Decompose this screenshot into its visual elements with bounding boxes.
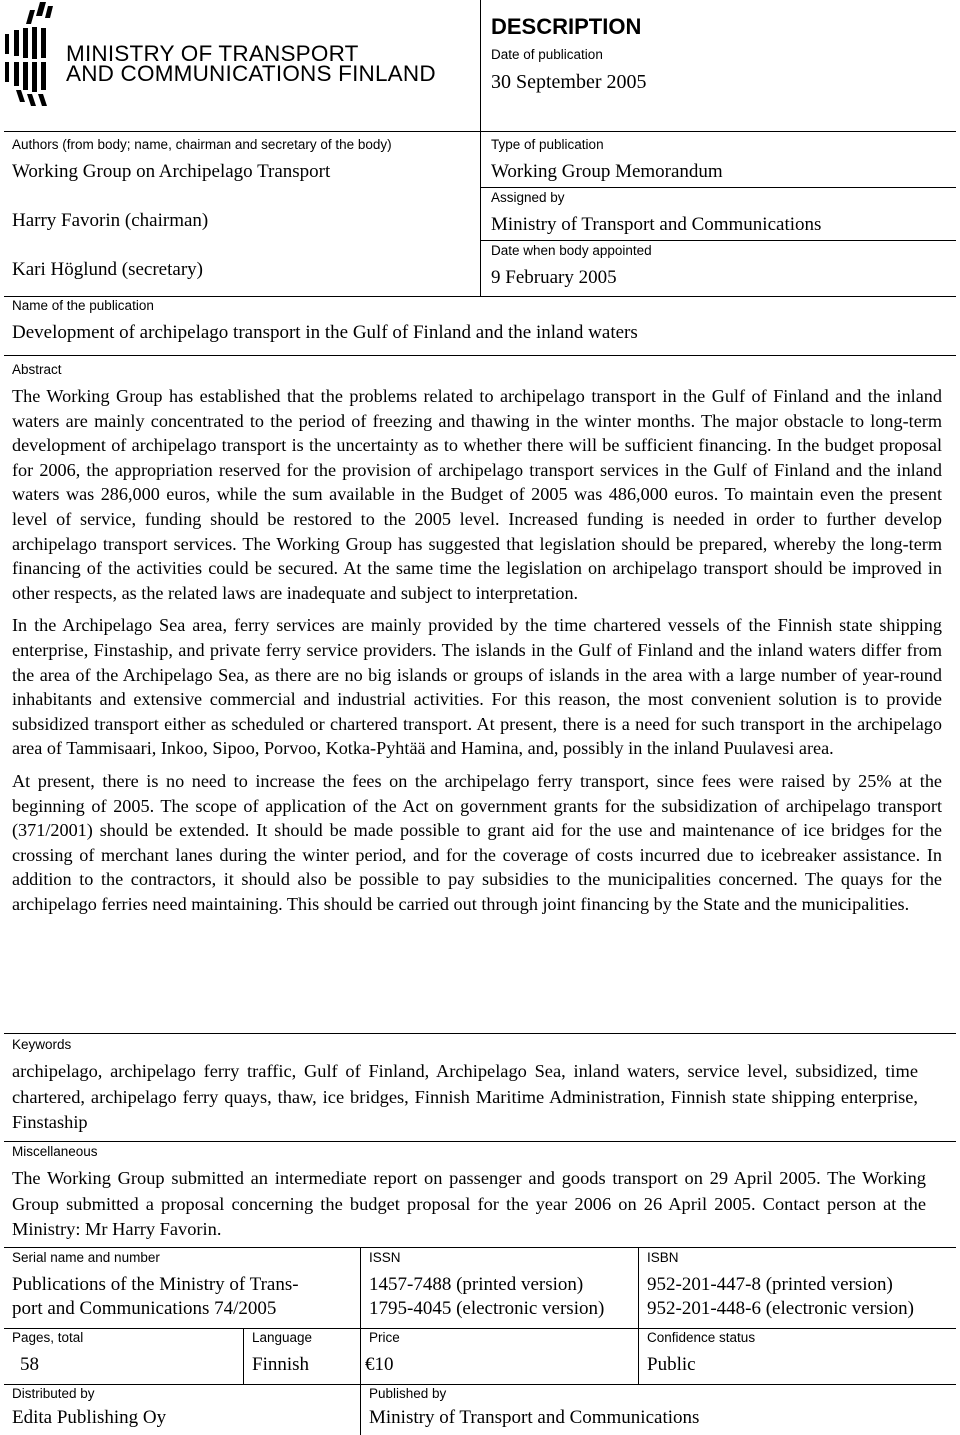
divider-issn-vertical (360, 1247, 361, 1435)
price-value: €10 (365, 1354, 394, 1375)
divider-language-vertical (243, 1328, 244, 1384)
isbn-label: ISBN (647, 1250, 679, 1265)
confidence-value: Public (647, 1354, 696, 1375)
price-label: Price (369, 1330, 400, 1345)
issn-printed: 1457-7488 (printed version) (369, 1274, 584, 1295)
abstract-paragraph: In the Archipelago Sea area, ferry services are mainly provided by the time chartered vessels of the Finnish state shipping enterprise, Finstaship, and private ferry service providers. The islands in the Gulf of Finland and the inland waters differ from the area of the Archipelago Sea, as there are no big islands or groups of islands in the area with a large number of year-round inhabitants and extensive commercial and industrial activities. For this reason, the most convenient solution is to provide subsidized transport either as scheduled or chartered transport. At present, there is a need for such transport in the archipelago area of Tammisaari, Inkoo, Sipoo, Porvoo, Kotka-Pyhtää and Hamina, and, possibly in the inland Puulavesi area. (12, 615, 942, 759)
divider-authors-vertical (480, 0, 481, 296)
divider-distributed (4, 1384, 956, 1385)
divider-name (4, 296, 956, 297)
date-appointed-value: 9 February 2005 (491, 267, 617, 288)
pages-label: Pages, total (12, 1330, 84, 1345)
pages-value: 58 (20, 1354, 39, 1375)
published-by-label: Published by (369, 1386, 447, 1401)
logo-text-line2: AND COMMUNICATIONS FINLAND (66, 61, 436, 86)
divider-pages (4, 1328, 956, 1329)
distributed-by-label: Distributed by (12, 1386, 95, 1401)
divider-abstract (4, 355, 956, 356)
abstract-label: Abstract (12, 362, 62, 377)
assigned-by-label: Assigned by (491, 190, 565, 205)
issn-label: ISSN (369, 1250, 401, 1265)
assigned-by-value: Ministry of Transport and Communications (491, 214, 822, 235)
publication-name-value: Development of archipelago transport in the Gulf of Finland and the inland waters (12, 322, 638, 343)
abstract-paragraph: The Working Group has established that the problems related to archipelago transport in the Gulf of Finland and the inland waters are mainly concentrated to the period of freezing and thawing in the winter months. The major obstacle to long-term development of archipelago transport is the uncertainty as to whether there will be sufficient financing. In the budget proposal for 2006, the appropriation reserved for the provision of archipelago transport services in the Gulf of Finland and the inland waters was 286,000 euros, while the sum available in the Budget of 2005 was 486,000 euros. To maintain even the present level of service, funding should be restored to the 2005 level. Increased funding is needed in order to further develop archipelago transport services. The Working Group has suggested that legislation should be prepared, whereby the long-term financing of the activities could be secured. At the same time the legislation on archipelago transport should be improved in other respects, as the related laws are inadequate and subject to interpretation. (12, 386, 942, 603)
authors-label: Authors (from body; name, chairman and secretary of the body) (12, 137, 392, 152)
divider-assigned (480, 187, 956, 188)
type-of-publication-label: Type of publication (491, 137, 604, 152)
keywords-label: Keywords (12, 1037, 72, 1052)
isbn-printed: 952-201-447-8 (printed version) (647, 1274, 893, 1295)
divider-appointed (480, 240, 956, 241)
miscellaneous-label: Miscellaneous (12, 1144, 98, 1159)
series-value-line2: port and Communications 74/2005 (12, 1298, 277, 1319)
date-of-publication-label: Date of publication (491, 47, 603, 62)
abstract-body (12, 384, 942, 916)
divider-series (4, 1247, 956, 1248)
series-label: Serial name and number (12, 1250, 160, 1265)
divider-keywords (4, 1033, 956, 1034)
language-value: Finnish (252, 1354, 310, 1375)
type-of-publication-value: Working Group Memorandum (491, 161, 723, 182)
divider-misc (4, 1141, 956, 1142)
abstract-paragraph: At present, there is no need to increase the fees on the archipelago ferry transport, since fees were raised by 25% at the beginning of 2005. The scope of application of the Act on government grants for the subsidization of archipelago transport (371/2001) should be extended. It should be made possible to grant aid for the use and maintenance of ice bridges for the crossing of merchant lanes during the winter period, and for the coverage of costs incurred due to icebreaker assistance. In addition to the contractors, it should also be possible to pay subsidies to the municipalities concerned. The quays for the archipelago ferries need maintaining. This should be carried out through joint financing by the State and the municipalities. (12, 770, 942, 914)
ministry-logo (0, 0, 470, 112)
authors-secretary: Kari Höglund (secretary) (12, 259, 203, 280)
language-label: Language (252, 1330, 313, 1345)
keywords-value: archipelago, archipelago ferry traffic, Gulf of Finland, Archipelago Sea, inland waters, service level, subsidized, time chartered, archipelago ferry quays, thaw, ice bridges, Finnish Maritime Administration, Finnish state shipping enterprise, Finstaship (12, 1061, 918, 1132)
issn-electronic: 1795-4045 (electronic version) (369, 1298, 605, 1319)
authors-body: Working Group on Archipelago Transport (12, 161, 331, 182)
date-of-publication-value: 30 September 2005 (491, 71, 647, 93)
miscellaneous-value: The Working Group submitted an intermediate report on passenger and goods transport on 29 April 2005. The Working Group submitted a proposal concerning the budget proposal for the year 2006 on 26 April 2005. Contact person at the Ministry: Mr Harry Favorin. (12, 1168, 926, 1239)
logo-mark-icon (0, 0, 62, 110)
logo-text-line1: MINISTRY OF TRANSPORT (66, 41, 359, 66)
authors-chairman: Harry Favorin (chairman) (12, 210, 209, 231)
distributed-by-value: Edita Publishing Oy (12, 1407, 167, 1428)
confidence-label: Confidence status (647, 1330, 756, 1345)
divider-isbn-vertical (638, 1247, 639, 1384)
isbn-electronic: 952-201-448-6 (electronic version) (647, 1298, 914, 1319)
published-by-value: Ministry of Transport and Communications (369, 1407, 700, 1428)
series-value-line1: Publications of the Ministry of Trans- (12, 1274, 299, 1295)
publication-name-label: Name of the publication (12, 298, 154, 313)
date-appointed-label: Date when body appointed (491, 243, 652, 258)
doc-type-title: DESCRIPTION (491, 14, 642, 39)
